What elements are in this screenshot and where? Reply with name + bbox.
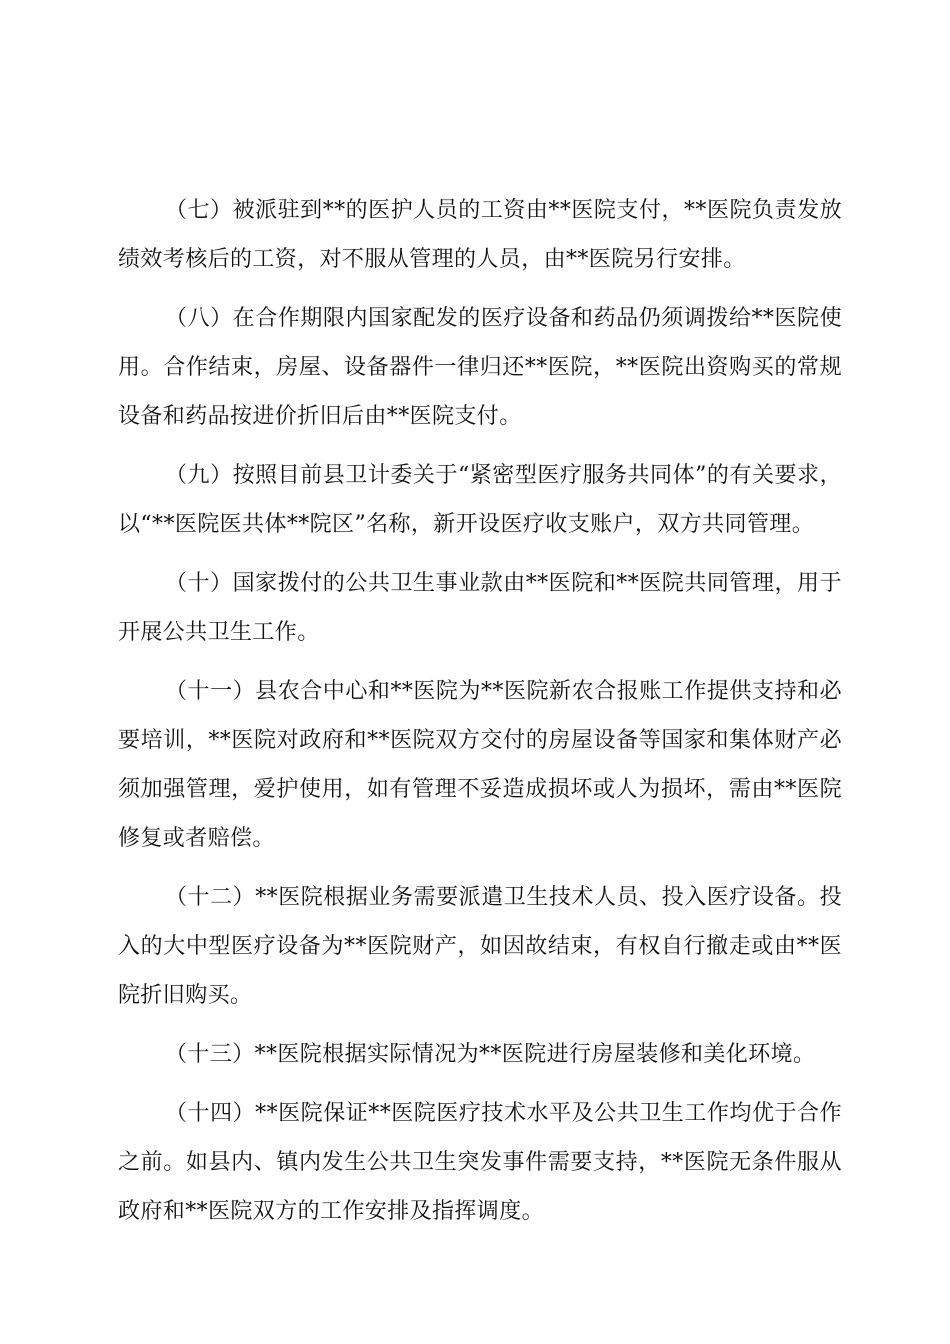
paragraph-10: （十）国家拨付的公共卫生事业款由**医院和**医院共同管理，用于开展公共卫生工作。 [118,571,842,645]
paragraph-7: （七）被派驻到**的医护人员的工资由**医院支付，**医院负责发放绩效考核后的工资，对不服从管理的人员，由**医院另行安排。 [118,198,842,272]
paragraph-8: （八）在合作期限内国家配发的医疗设备和药品仍须调拨给**医院使用。合作结束，房屋、设备器件一律归还**医院，**医院出资购买的常规设备和药品按进价折旧后由**医院支付。 [118,306,842,429]
paragraph-9: （九）按照目前县卫计委关于“紧密型医疗服务共同体”的有关要求，以“**医院医共体**院区”名称，新开设医疗收支账户，双方共同管理。 [118,463,842,537]
paragraph-13: （十三）**医院根据实际情况为**医院进行房屋装修和美化环境。 [165,1042,816,1067]
paragraph-11: （十一）县农合中心和**医院为**医院新农合报账工作提供支持和必要培训，**医院对政府和**医院双方交付的房屋设备等国家和集体财产必须加强管理，爱护使用，如有管理不妥造成损坏或人为损坏，需由**医院修复或者赔偿。 [118,679,842,851]
paragraph-14: （十四）**医院保证**医院医疗技术水平及公共卫生工作均优于合作之前。如县内、镇内发生公共卫生突发事件需要支持，**医院无条件服从政府和**医院双方的工作安排及指挥调度。 [118,1101,842,1224]
paragraph-12: （十二）**医院根据业务需要派遣卫生技术人员、投入医疗设备。投入的大中型医疗设备为**医院财产，如因故结束，有权自行撤走或由**医院折旧购买。 [118,885,842,1008]
document-body [118,186,842,1246]
